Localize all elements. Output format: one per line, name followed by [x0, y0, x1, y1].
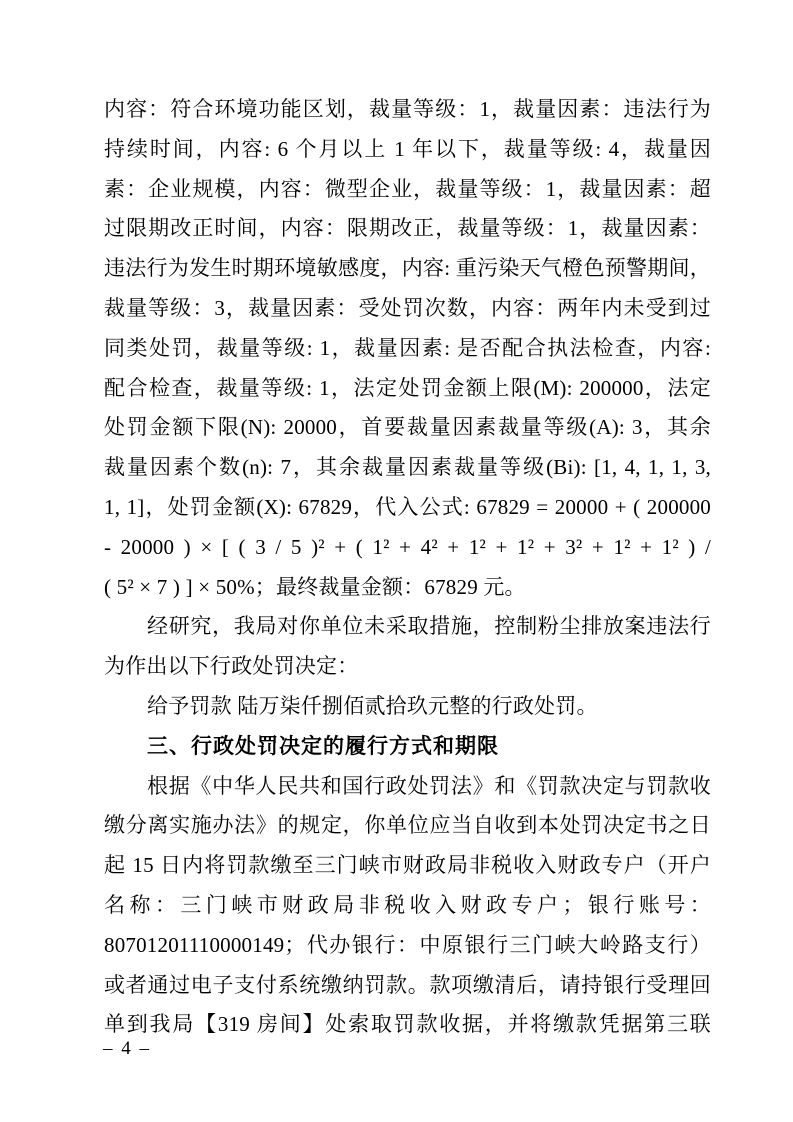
text-line: 同类处罚，裁量等级: 1，裁量因素: 是否配合执法检查，内容: — [104, 335, 711, 360]
text-line: 违法行为发生时期环境敏感度，内容: 重污染天气橙色预警期间， — [104, 256, 711, 281]
text-line: 素：企业规模，内容：微型企业，裁量等级：1，裁量因素：超 — [104, 176, 711, 201]
text-line: 裁量因素个数(n): 7，其余裁量因素裁量等级(Bi): [1, 4, 1, 1, 3, — [104, 455, 711, 480]
text-line: 过限期改正时间，内容：限期改正，裁量等级：1，裁量因素： — [104, 216, 711, 241]
text-line: 持续时间，内容: 6 个月以上 1 年以下，裁量等级: 4，裁量因 — [104, 136, 711, 161]
text-line: ( 5² × 7 ) ] × 50%；最终裁量金额：67829 元。 — [104, 574, 526, 599]
page-number: – 4 – — [103, 1038, 151, 1059]
text-line: 缴分离实施办法》的规定，你单位应当自收到本处罚决定书之日 — [104, 813, 711, 838]
text-line: 配合检查，裁量等级: 1，法定处罚金额上限(M): 200000，法定 — [104, 375, 711, 400]
text-line: 内容：符合环境功能区划，裁量等级：1，裁量因素：违法行为 — [104, 97, 711, 121]
text-line: 给予罚款 陆万柒仟捌佰贰拾玖元整的行政处罚。 — [147, 693, 598, 718]
text-line: 处罚金额下限(N): 20000，首要裁量因素裁量等级(A): 3，其余 — [104, 415, 711, 440]
text-line: 名称：三门峡市财政局非税收入财政专户；银行账号： — [104, 892, 711, 917]
text-line: 或者通过电子支付系统缴纳罚款。款项缴清后，请持银行受理回 — [104, 972, 711, 997]
text-line: 1, 1]，处罚金额(X): 67829，代入公式: 67829 = 20000 + ( 200000 — [104, 494, 711, 519]
document-body — [104, 90, 711, 1045]
text-line: 单到我局【319 房间】处索取罚款收据，并将缴款凭据第三联 — [104, 1012, 711, 1037]
text-line: 经研究，我局对你单位未采取措施，控制粉尘排放案违法行 — [147, 614, 711, 639]
section-heading: 三、行政处罚决定的履行方式和期限 — [147, 734, 499, 758]
text-line: - 20000 ) × [ ( 3 / 5 )² + ( 1² + 4² + 1² + 1² + 3² + 1² + 1² ) / — [104, 534, 711, 559]
text-line: 起 15 日内将罚款缴至三门峡市财政局非税收入财政专户（开户 — [104, 853, 711, 878]
text-line: 80701201110000149；代办银行：中原银行三门峡大岭路支行） — [104, 932, 711, 957]
text-line: 根据《中华人民共和国行政处罚法》和《罚款决定与罚款收 — [147, 773, 711, 798]
text-line: 裁量等级：3，裁量因素：受处罚次数，内容：两年内未受到过 — [104, 295, 711, 320]
text-line: 为作出以下行政处罚决定： — [104, 654, 359, 679]
